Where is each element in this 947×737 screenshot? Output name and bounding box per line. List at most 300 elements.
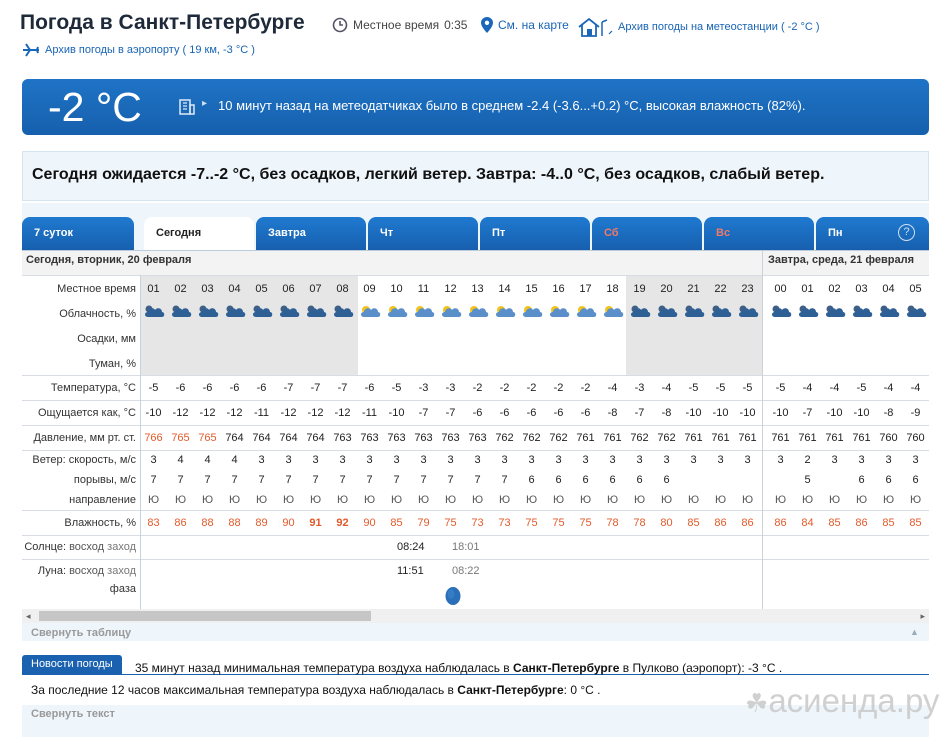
wind-speed-cell: 3 bbox=[717, 454, 724, 466]
humidity-cell: 85 bbox=[828, 517, 841, 529]
hour-cell: 14 bbox=[498, 283, 511, 295]
temperature-cell: -3 bbox=[445, 382, 456, 394]
pressure-cell: 761 bbox=[603, 432, 622, 444]
gust-cell: 6 bbox=[636, 474, 643, 486]
wind-direction-cell: Ю bbox=[687, 494, 700, 506]
gust-cell: 7 bbox=[420, 474, 427, 486]
wind-speed-cell: 3 bbox=[150, 454, 157, 466]
hour-cell: 03 bbox=[201, 283, 214, 295]
temperature-cell: -5 bbox=[775, 382, 786, 394]
temperature-cell: -4 bbox=[661, 382, 672, 394]
pressure-cell: 765 bbox=[198, 432, 217, 444]
temperature-cell: -2 bbox=[472, 382, 483, 394]
row-separator bbox=[22, 559, 929, 560]
night-cloud-icon bbox=[626, 301, 653, 321]
pressure-cell: 761 bbox=[738, 432, 757, 444]
wind-speed-cell: 3 bbox=[528, 454, 535, 466]
humidity-cell: 85 bbox=[909, 517, 922, 529]
temperature-cell: -7 bbox=[283, 382, 294, 394]
feels-like-cell: -10 bbox=[685, 407, 702, 419]
night-cloud-icon bbox=[902, 301, 929, 321]
airport-archive-label[interactable]: Архив погоды в аэропорту ( 19 км, -3 °C ) bbox=[45, 44, 255, 56]
gust-cell: 6 bbox=[885, 474, 892, 486]
wind-direction-cell: Ю bbox=[579, 494, 592, 506]
pressure-cell: 761 bbox=[684, 432, 703, 444]
pressure-cell: 763 bbox=[441, 432, 460, 444]
wind-direction-cell: Ю bbox=[552, 494, 565, 506]
news-text: в Пулково (аэропорт): -3 bbox=[619, 661, 763, 675]
sun-cloud-icon bbox=[464, 301, 491, 321]
pressure-cell: 761 bbox=[798, 432, 817, 444]
temperature-cell: -2 bbox=[526, 382, 537, 394]
temperature-cell: -6 bbox=[202, 382, 213, 394]
wind-speed-cell: 3 bbox=[474, 454, 481, 466]
table-scrollbar[interactable] bbox=[22, 609, 929, 623]
label-gusts: порывы, м/с bbox=[73, 474, 136, 486]
tab-label: 7 суток bbox=[34, 227, 74, 239]
wind-direction-cell: Ю bbox=[255, 494, 268, 506]
help-icon[interactable]: ? bbox=[898, 224, 915, 241]
sun-cloud-icon bbox=[518, 301, 545, 321]
humidity-cell: 75 bbox=[552, 517, 565, 529]
wind-direction-cell: Ю bbox=[201, 494, 214, 506]
gust-cell: 6 bbox=[528, 474, 535, 486]
night-cloud-icon bbox=[167, 301, 194, 321]
humidity-cell: 83 bbox=[147, 517, 160, 529]
pressure-cell: 766 bbox=[144, 432, 163, 444]
pressure-cell: 763 bbox=[468, 432, 487, 444]
day-separator bbox=[762, 251, 763, 611]
moon-prefix: Луна: bbox=[37, 565, 67, 577]
forecast-summary: Сегодня ожидается -7..-2 °C, без осадков, легкий ветер. Завтра: -4..0 °C, без осадков, слабый ветер. bbox=[32, 166, 825, 183]
humidity-cell: 86 bbox=[714, 517, 727, 529]
gust-cell: 7 bbox=[285, 474, 292, 486]
scrollbar-thumb[interactable] bbox=[39, 611, 371, 621]
sun-cloud-icon bbox=[410, 301, 437, 321]
moon-set-label: заход bbox=[107, 565, 136, 577]
humidity-cell: 78 bbox=[633, 517, 646, 529]
arrow-right-icon: ▸ bbox=[202, 98, 208, 109]
sun-cloud-icon bbox=[437, 301, 464, 321]
temperature-cell: -4 bbox=[802, 382, 813, 394]
temperature-cell: -5 bbox=[688, 382, 699, 394]
gust-cell: 7 bbox=[231, 474, 238, 486]
sun-cloud-icon bbox=[491, 301, 518, 321]
gust-cell: 5 bbox=[804, 474, 811, 486]
humidity-cell: 86 bbox=[855, 517, 868, 529]
tab-label: Вс bbox=[716, 227, 731, 239]
humidity-cell: 85 bbox=[882, 517, 895, 529]
pressure-cell: 765 bbox=[171, 432, 190, 444]
moonset-time: 08:22 bbox=[452, 565, 480, 577]
label-cloudiness: Облачность, % bbox=[59, 308, 136, 320]
hour-cell: 23 bbox=[741, 283, 754, 295]
humidity-cell: 86 bbox=[774, 517, 787, 529]
wind-speed-cell: 4 bbox=[231, 454, 238, 466]
wind-direction-cell: Ю bbox=[417, 494, 430, 506]
sun-prefix: Солнце: bbox=[24, 541, 67, 553]
label-sun bbox=[24, 541, 136, 553]
label-precip: Осадки, мм bbox=[77, 333, 136, 345]
wind-speed-cell: 3 bbox=[366, 454, 373, 466]
tab-sat[interactable] bbox=[592, 217, 702, 250]
wind-direction-cell: Ю bbox=[882, 494, 895, 506]
night-cloud-icon bbox=[329, 301, 356, 321]
collapse-text-link[interactable]: Свернуть текст bbox=[31, 708, 115, 720]
pressure-cell: 763 bbox=[414, 432, 433, 444]
wind-speed-cell: 3 bbox=[690, 454, 697, 466]
pressure-cell: 761 bbox=[711, 432, 730, 444]
feels-like-cell: -10 bbox=[853, 407, 870, 419]
wind-direction-cell: Ю bbox=[390, 494, 403, 506]
night-cloud-icon bbox=[734, 301, 761, 321]
feels-like-cell: -9 bbox=[910, 407, 921, 419]
wind-speed-cell: 3 bbox=[744, 454, 751, 466]
feels-like-cell: -6 bbox=[499, 407, 510, 419]
wind-direction-cell: Ю bbox=[498, 494, 511, 506]
feels-like-cell: -12 bbox=[280, 407, 297, 419]
feels-like-cell: -8 bbox=[883, 407, 894, 419]
news-text: 35 минут назад минимальная температура воздуха наблюдалась в bbox=[135, 661, 513, 675]
temperature-cell: -3 bbox=[418, 382, 429, 394]
map-link[interactable] bbox=[481, 17, 569, 33]
hour-cell: 11 bbox=[417, 283, 430, 295]
wind-speed-cell: 3 bbox=[885, 454, 892, 466]
wind-direction-cell: Ю bbox=[336, 494, 349, 506]
sun-cloud-icon bbox=[599, 301, 626, 321]
temperature-cell: -5 bbox=[715, 382, 726, 394]
wind-speed-cell: 3 bbox=[339, 454, 346, 466]
wind-direction-cell: Ю bbox=[741, 494, 754, 506]
night-cloud-icon bbox=[653, 301, 680, 321]
sun-set-label: заход bbox=[107, 541, 136, 553]
label-direction: направление bbox=[69, 494, 136, 506]
feels-like-cell: -10 bbox=[145, 407, 162, 419]
airport-archive-link[interactable] bbox=[22, 43, 255, 57]
hour-cell: 03 bbox=[855, 283, 868, 295]
tab-sun[interactable] bbox=[704, 217, 814, 250]
temperature-cell: -6 bbox=[229, 382, 240, 394]
sun-cloud-icon bbox=[356, 301, 383, 321]
hour-cell: 06 bbox=[282, 283, 295, 295]
gust-cell: 6 bbox=[858, 474, 865, 486]
map-link-label[interactable]: См. на карте bbox=[498, 18, 569, 32]
collapse-table-link[interactable]: Свернуть таблицу bbox=[31, 627, 132, 639]
feels-like-cell: -11 bbox=[361, 407, 378, 419]
wind-direction-cell: Ю bbox=[909, 494, 922, 506]
wind-speed-cell: 3 bbox=[447, 454, 454, 466]
tab-label: Пн bbox=[828, 227, 843, 239]
temperature-cell: -4 bbox=[607, 382, 618, 394]
hour-cell: 20 bbox=[660, 283, 673, 295]
temperature-cell: -6 bbox=[256, 382, 267, 394]
label-moon bbox=[38, 565, 136, 577]
news-tab[interactable]: Новости погоды bbox=[22, 655, 122, 674]
temperature-cell: -2 bbox=[553, 382, 564, 394]
sun-cloud-icon bbox=[383, 301, 410, 321]
hourly-table bbox=[22, 250, 929, 610]
pressure-cell: 761 bbox=[852, 432, 871, 444]
tab-label: Чт bbox=[380, 227, 394, 239]
wind-speed-cell: 3 bbox=[777, 454, 784, 466]
wind-speed-cell: 3 bbox=[858, 454, 865, 466]
temperature-cell: -7 bbox=[337, 382, 348, 394]
feels-like-cell: -8 bbox=[607, 407, 618, 419]
row-separator bbox=[22, 400, 929, 401]
pressure-cell: 762 bbox=[549, 432, 568, 444]
wind-speed-cell: 2 bbox=[804, 454, 811, 466]
gust-cell: 7 bbox=[204, 474, 211, 486]
row-labels bbox=[22, 251, 140, 610]
wind-direction-cell: Ю bbox=[147, 494, 160, 506]
local-time bbox=[332, 17, 467, 33]
humidity-cell: 75 bbox=[579, 517, 592, 529]
tab-label: Сб bbox=[604, 227, 619, 239]
row-separator bbox=[22, 510, 929, 511]
tab-label: Сегодня bbox=[156, 227, 202, 239]
wind-direction-cell: Ю bbox=[309, 494, 322, 506]
wind-direction-cell: Ю bbox=[801, 494, 814, 506]
feels-like-cell: -7 bbox=[418, 407, 429, 419]
news-city: Санкт-Петербурге bbox=[513, 661, 620, 675]
hour-cell: 19 bbox=[633, 283, 646, 295]
feels-like-cell: -7 bbox=[634, 407, 645, 419]
humidity-cell: 88 bbox=[201, 517, 214, 529]
current-temperature: -2 °C bbox=[48, 84, 142, 130]
night-cloud-icon bbox=[680, 301, 707, 321]
hour-cell: 08 bbox=[336, 283, 349, 295]
local-time-value: 0:35 bbox=[444, 18, 468, 32]
wind-direction-cell: Ю bbox=[855, 494, 868, 506]
humidity-cell: 78 bbox=[606, 517, 619, 529]
humidity-cell: 86 bbox=[741, 517, 754, 529]
temperature-cell: -4 bbox=[883, 382, 894, 394]
feels-like-cell: -10 bbox=[826, 407, 843, 419]
tab-thu[interactable] bbox=[368, 217, 478, 250]
watermark-text: асиенда.ру bbox=[768, 682, 940, 719]
temperature-cell: -5 bbox=[391, 382, 402, 394]
feels-like-cell: -12 bbox=[172, 407, 189, 419]
feels-like-cell: -6 bbox=[526, 407, 537, 419]
news-unit: °C . bbox=[762, 661, 783, 675]
humidity-cell: 91 bbox=[309, 517, 322, 529]
humidity-cell: 79 bbox=[417, 517, 430, 529]
tab-today[interactable] bbox=[144, 217, 254, 250]
news-city: Санкт-Петербурге bbox=[457, 683, 564, 697]
wind-direction-cell: Ю bbox=[228, 494, 241, 506]
hour-cell: 10 bbox=[390, 283, 403, 295]
pressure-cell: 763 bbox=[360, 432, 379, 444]
row-separator bbox=[22, 275, 929, 276]
wind-speed-cell: 3 bbox=[393, 454, 400, 466]
tab-fri[interactable] bbox=[480, 217, 590, 250]
night-cloud-icon bbox=[875, 301, 902, 321]
humidity-cell: 85 bbox=[390, 517, 403, 529]
station-archive-link[interactable] bbox=[577, 17, 820, 37]
local-time-label: Местное время bbox=[353, 18, 440, 32]
moon-rise-label: восход bbox=[69, 565, 105, 577]
gust-cell: 7 bbox=[501, 474, 508, 486]
humidity-cell: 80 bbox=[660, 517, 673, 529]
night-cloud-icon bbox=[275, 301, 302, 321]
gust-cell: 6 bbox=[582, 474, 589, 486]
pressure-cell: 762 bbox=[657, 432, 676, 444]
temperature-cell: -2 bbox=[499, 382, 510, 394]
humidity-cell: 85 bbox=[687, 517, 700, 529]
station-archive-label[interactable]: Архив погоды на метеостанции ( -2 °C ) bbox=[618, 21, 820, 33]
feels-like-cell: -8 bbox=[661, 407, 672, 419]
gust-cell: 7 bbox=[366, 474, 373, 486]
night-cloud-icon bbox=[194, 301, 221, 321]
label-humidity: Влажность, % bbox=[64, 517, 136, 529]
hour-cell: 12 bbox=[444, 283, 457, 295]
pressure-cell: 764 bbox=[306, 432, 325, 444]
gust-cell: 6 bbox=[609, 474, 616, 486]
watermark bbox=[745, 682, 939, 720]
wind-direction-cell: Ю bbox=[606, 494, 619, 506]
humidity-cell: 90 bbox=[282, 517, 295, 529]
temperature-cell: -5 bbox=[742, 382, 753, 394]
pressure-cell: 764 bbox=[252, 432, 271, 444]
wind-direction-cell: Ю bbox=[828, 494, 841, 506]
gust-cell: 6 bbox=[912, 474, 919, 486]
wind-speed-cell: 3 bbox=[636, 454, 643, 466]
pressure-cell: 764 bbox=[225, 432, 244, 444]
feels-like-cell: -7 bbox=[445, 407, 456, 419]
humidity-cell: 75 bbox=[444, 517, 457, 529]
temperature-cell: -3 bbox=[634, 382, 645, 394]
wind-speed-cell: 3 bbox=[312, 454, 319, 466]
label-feels-like: Ощущается как, °C bbox=[37, 407, 136, 419]
pressure-cell: 762 bbox=[495, 432, 514, 444]
humidity-cell: 92 bbox=[336, 517, 349, 529]
humidity-cell: 73 bbox=[498, 517, 511, 529]
humidity-cell: 73 bbox=[471, 517, 484, 529]
hour-cell: 15 bbox=[525, 283, 538, 295]
news-unit: °C . bbox=[580, 683, 601, 697]
label-pressure: Давление, мм рт. ст. bbox=[33, 432, 136, 444]
temperature-cell: -6 bbox=[175, 382, 186, 394]
temperature-cell: -4 bbox=[829, 382, 840, 394]
wind-direction-cell: Ю bbox=[525, 494, 538, 506]
pressure-cell: 760 bbox=[906, 432, 925, 444]
label-fog: Туман, % bbox=[88, 358, 136, 370]
wind-speed-cell: 4 bbox=[177, 454, 184, 466]
feels-like-cell: -12 bbox=[307, 407, 324, 419]
feels-like-cell: -6 bbox=[553, 407, 564, 419]
wind-speed-cell: 4 bbox=[204, 454, 211, 466]
gust-cell: 6 bbox=[663, 474, 670, 486]
scroll-left-icon[interactable]: ◂ bbox=[26, 611, 31, 621]
tab-mon[interactable] bbox=[816, 217, 929, 250]
temperature-cell: -5 bbox=[856, 382, 867, 394]
hour-cell: 22 bbox=[714, 283, 727, 295]
humidity-cell: 86 bbox=[174, 517, 187, 529]
wind-direction-cell: Ю bbox=[363, 494, 376, 506]
news-line-2 bbox=[31, 683, 601, 697]
map-pin-icon bbox=[481, 17, 493, 33]
current-weather-panel bbox=[22, 79, 929, 135]
label-wind-speed: Ветер: скорость, м/с bbox=[32, 454, 136, 466]
night-cloud-icon bbox=[767, 301, 794, 321]
airplane-icon bbox=[22, 43, 40, 57]
gust-cell: 7 bbox=[447, 474, 454, 486]
feels-like-cell: -11 bbox=[253, 407, 270, 419]
moonrise-time: 11:51 bbox=[397, 565, 424, 577]
pressure-cell: 764 bbox=[279, 432, 298, 444]
tab-label: Завтра bbox=[268, 227, 306, 239]
hour-cell: 21 bbox=[687, 283, 700, 295]
label-local-time: Местное время bbox=[57, 283, 136, 295]
hour-cell: 04 bbox=[228, 283, 241, 295]
feels-like-cell: -7 bbox=[802, 407, 813, 419]
collapse-arrow-icon[interactable]: ▲ bbox=[910, 627, 919, 637]
gust-cell: 6 bbox=[555, 474, 562, 486]
forecast-summary-box bbox=[22, 151, 929, 201]
news-text: За последние 12 часов максимальная температура воздуха наблюдалась в bbox=[31, 683, 458, 697]
hour-cell: 07 bbox=[309, 283, 322, 295]
pressure-cell: 761 bbox=[825, 432, 844, 444]
gust-cell: 7 bbox=[258, 474, 265, 486]
sun-cloud-icon bbox=[545, 301, 572, 321]
feels-like-cell: -6 bbox=[580, 407, 591, 419]
wind-direction-cell: Ю bbox=[174, 494, 187, 506]
feels-like-cell: -12 bbox=[334, 407, 351, 419]
label-moon-phase: фаза bbox=[109, 583, 136, 595]
hour-cell: 02 bbox=[828, 283, 841, 295]
scroll-right-icon[interactable]: ▸ bbox=[920, 611, 925, 621]
moon-phase-icon bbox=[445, 586, 461, 606]
hour-cell: 05 bbox=[255, 283, 268, 295]
wind-direction-cell: Ю bbox=[633, 494, 646, 506]
row-separator bbox=[22, 535, 929, 536]
sunset-time: 18:01 bbox=[452, 541, 480, 553]
wind-speed-cell: 3 bbox=[258, 454, 265, 466]
pressure-cell: 761 bbox=[771, 432, 790, 444]
humidity-cell: 84 bbox=[801, 517, 814, 529]
wind-direction-cell: Ю bbox=[282, 494, 295, 506]
wind-speed-cell: 3 bbox=[609, 454, 616, 466]
feels-like-cell: -12 bbox=[226, 407, 243, 419]
hour-cell: 09 bbox=[363, 283, 376, 295]
wind-speed-cell: 3 bbox=[285, 454, 292, 466]
tab-tomorrow[interactable] bbox=[256, 217, 366, 250]
pressure-cell: 763 bbox=[333, 432, 352, 444]
hour-cell: 18 bbox=[606, 283, 619, 295]
night-cloud-icon bbox=[848, 301, 875, 321]
gust-cell: 7 bbox=[474, 474, 481, 486]
feels-like-cell: -10 bbox=[739, 407, 756, 419]
temperature-cell: -5 bbox=[148, 382, 159, 394]
temperature-cell: -4 bbox=[910, 382, 921, 394]
temperature-cell: -7 bbox=[310, 382, 321, 394]
hour-cell: 16 bbox=[552, 283, 565, 295]
sun-cloud-icon bbox=[572, 301, 599, 321]
temperature-cell: -2 bbox=[580, 382, 591, 394]
feels-like-cell: -12 bbox=[199, 407, 216, 419]
date-today: Сегодня, вторник, 20 февраля bbox=[26, 254, 192, 266]
wind-speed-cell: 3 bbox=[663, 454, 670, 466]
hour-cell: 05 bbox=[909, 283, 922, 295]
tab-7-days[interactable] bbox=[22, 217, 134, 250]
gust-cell: 7 bbox=[177, 474, 184, 486]
gust-cell: 7 bbox=[312, 474, 319, 486]
wind-direction-cell: Ю bbox=[714, 494, 727, 506]
wind-direction-cell: Ю bbox=[471, 494, 484, 506]
night-cloud-icon bbox=[821, 301, 848, 321]
clock-icon bbox=[332, 17, 348, 33]
humidity-cell: 89 bbox=[255, 517, 268, 529]
